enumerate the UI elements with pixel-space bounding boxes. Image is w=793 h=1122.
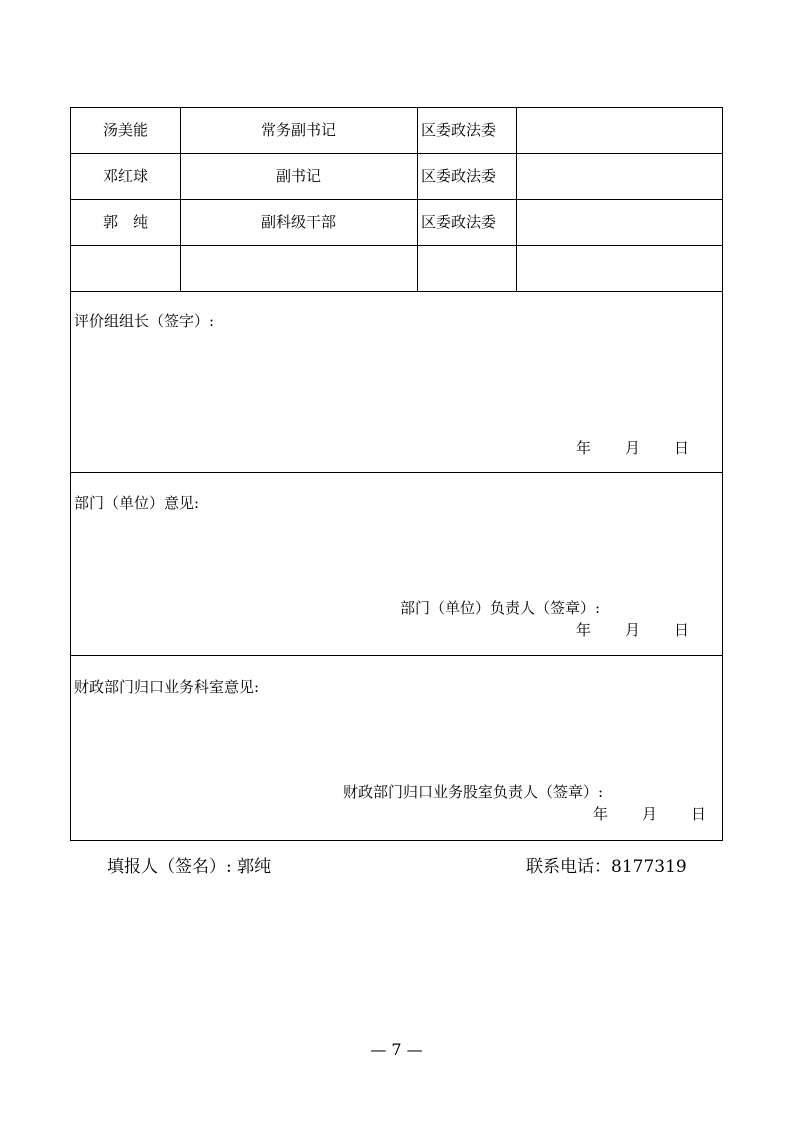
department-opinion-label: 部门（单位）意见: (74, 494, 200, 512)
member-position: 副书记 (275, 167, 321, 185)
date-year: 年 (576, 439, 592, 457)
leader-signature-label: 评价组组长（签字）: (74, 312, 215, 330)
date-year: 年 (576, 621, 592, 639)
contact-phone: 联系电话：8177319 (526, 857, 687, 877)
column-divider (516, 108, 517, 291)
date-day: 日 (674, 439, 690, 457)
member-unit: 区委政法委 (421, 213, 497, 231)
evaluation-form-table (70, 107, 723, 841)
member-position: 副科级干部 (260, 213, 336, 231)
section-divider (71, 655, 722, 656)
member-name: 郭 纯 (102, 213, 148, 231)
section-divider (71, 472, 722, 473)
column-divider (417, 108, 418, 291)
date-day: 日 (691, 805, 707, 823)
filler-signature: 填报人（签名）: 郭纯 (107, 857, 272, 877)
member-unit: 区委政法委 (421, 167, 497, 185)
date-year: 年 (593, 805, 609, 823)
date-month: 月 (625, 621, 641, 639)
member-name: 汤美能 (102, 121, 148, 139)
finance-date (593, 803, 706, 824)
row-divider (71, 153, 722, 154)
date-month: 月 (625, 439, 641, 457)
date-month: 月 (642, 805, 658, 823)
page-number: — 7 — (370, 1040, 423, 1059)
row-divider (71, 245, 722, 246)
member-position: 常务副书记 (260, 121, 336, 139)
finance-signer-label: 财政部门归口业务股室负责人（签章）: (343, 783, 604, 801)
row-divider (71, 291, 722, 292)
row-divider (71, 199, 722, 200)
department-date (576, 619, 689, 640)
leader-date (576, 437, 689, 458)
member-name: 邓红球 (102, 167, 148, 185)
date-day: 日 (674, 621, 690, 639)
department-signer-label: 部门（单位）负责人（签章）: (400, 599, 601, 617)
member-unit: 区委政法委 (421, 121, 497, 139)
finance-opinion-label: 财政部门归口业务科室意见: (74, 678, 260, 696)
